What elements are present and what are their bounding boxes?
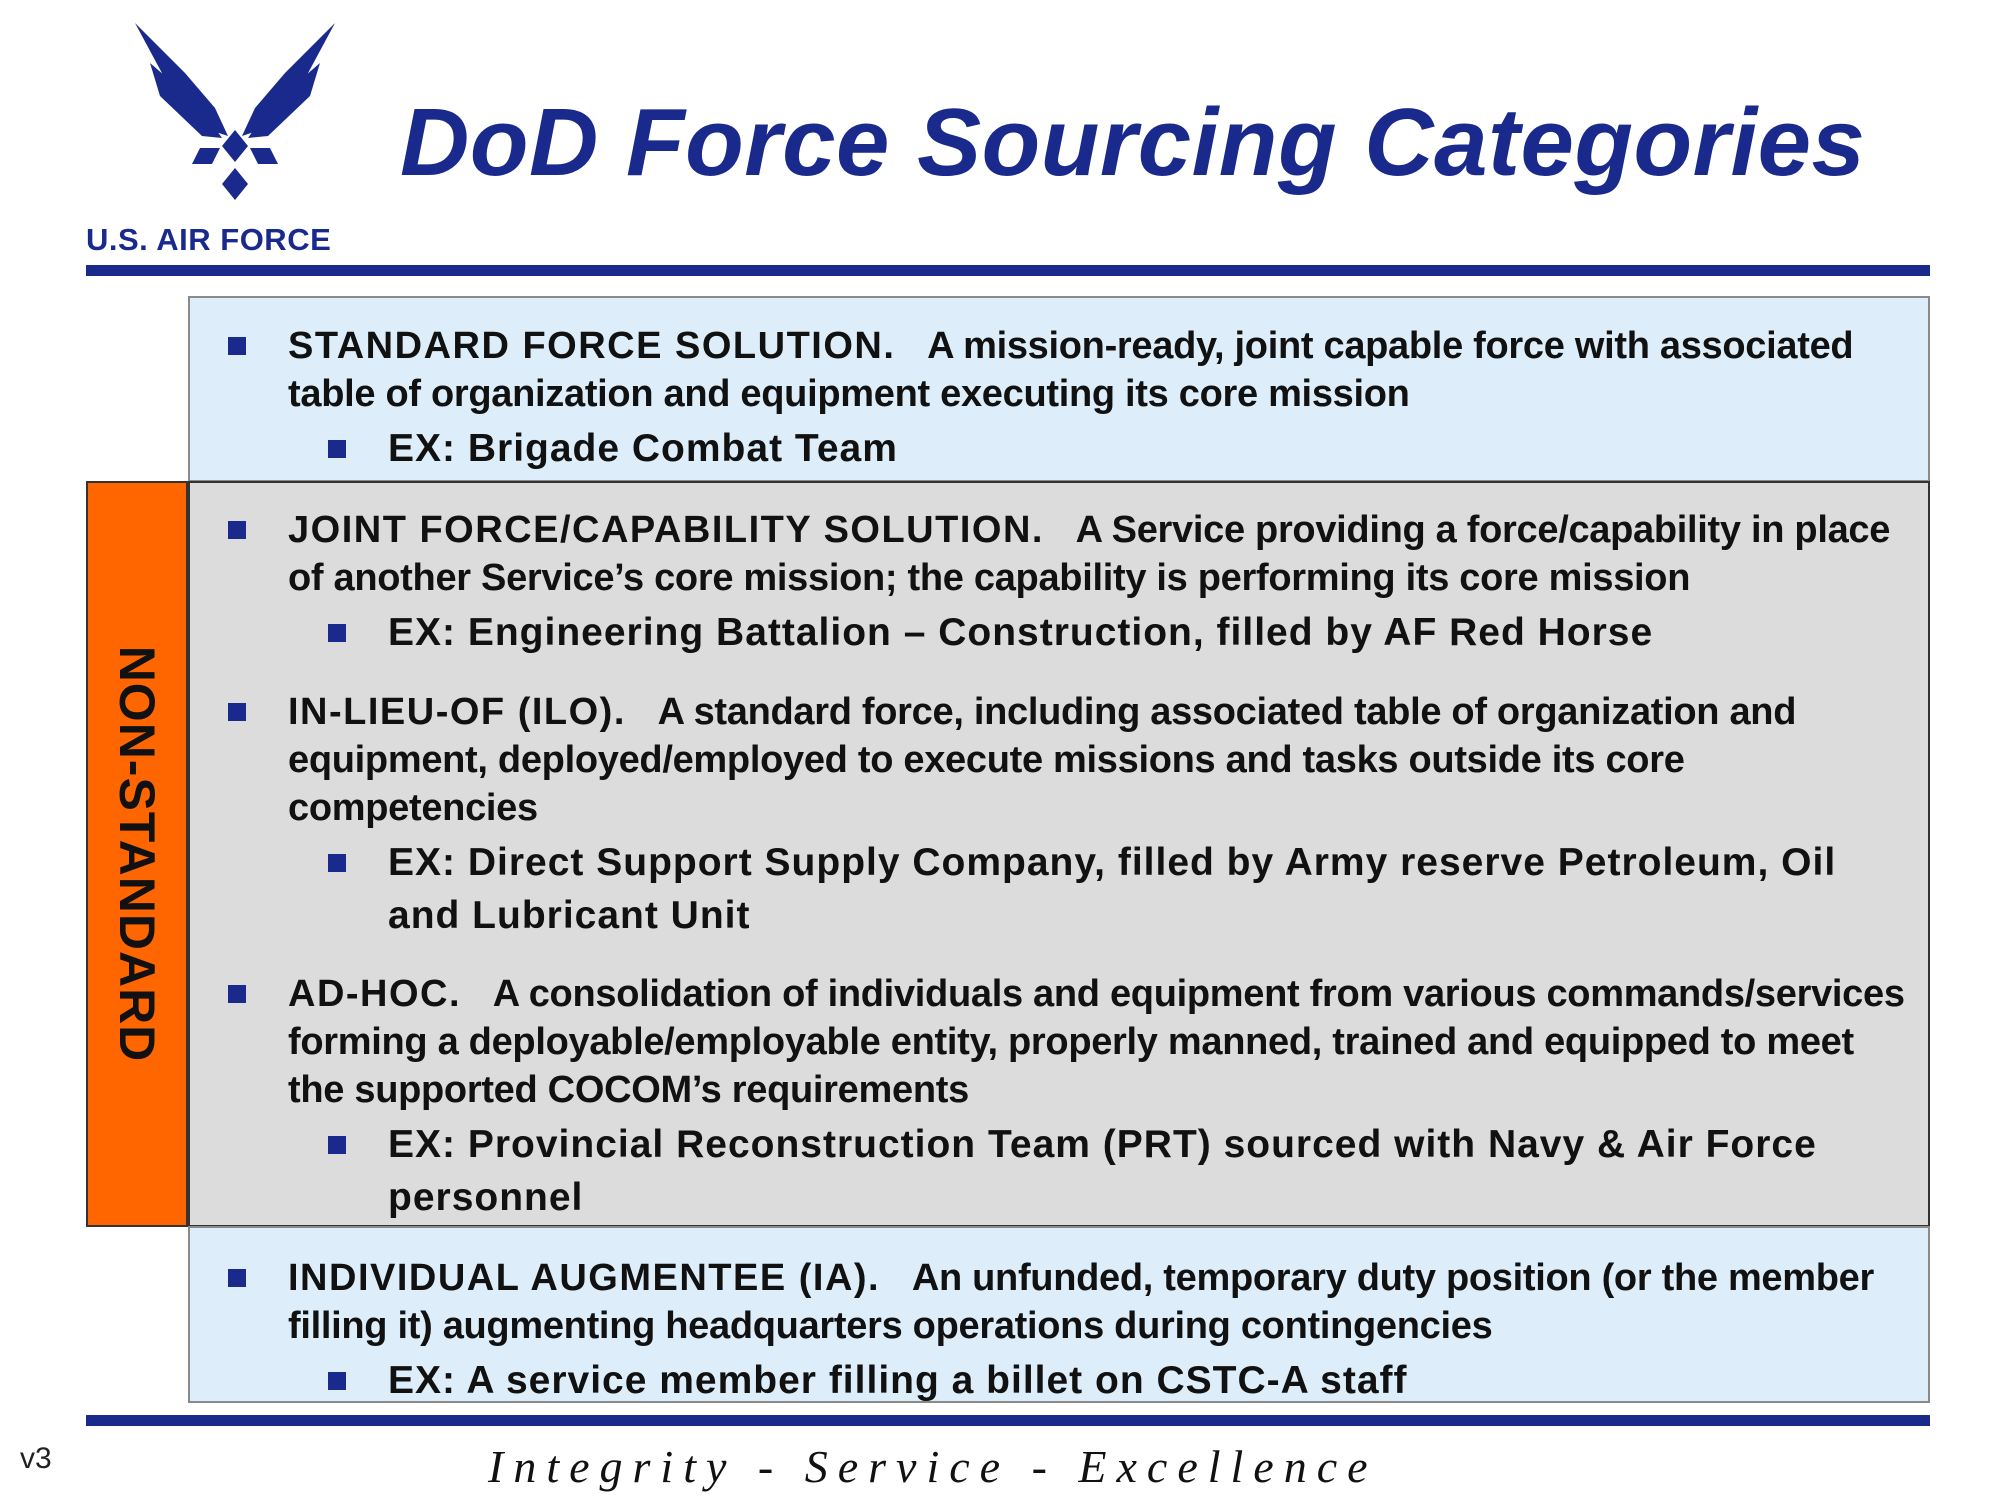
page-title: DoD Force Sourcing Categories [400,89,1866,196]
category-description: An unfunded, temporary duty position (or the member filling it) augmenting headquarters operations during contingencies [288,1257,1874,1347]
category-description: A standard force, including associated table of organization and equipment, deployed/employed to execute missions and tasks outside its core competencies [288,691,1797,829]
category-heading: IN-LIEU-OF (ILO). [288,691,626,733]
non-standard-label: NON-STANDARD [109,645,165,1063]
non-standard-sidebar [86,481,188,1227]
square-bullet-icon [328,440,346,458]
example-text: EX: A service member filling a billet on CSTC-A staff [388,1359,1408,1402]
square-bullet-icon [328,854,346,872]
category-heading: STANDARD FORCE SOLUTION. [288,325,896,367]
top-divider [86,265,1930,276]
category-description: A Service providing a force/capability in place of another Service’s core mission; the capability is performing its core mission [288,509,1891,599]
version-label: v3 [20,1442,52,1475]
category-item [228,970,1913,1224]
category-heading: JOINT FORCE/CAPABILITY SOLUTION. [288,509,1044,551]
category-example [328,836,1913,942]
example-text: EX: Direct Support Supply Company, filled by Army reserve Petroleum, Oil and Lubricant Unit [388,841,1837,937]
category-example [328,1354,1913,1407]
category-description: A mission-ready, joint capable force with associated table of organization and equipment executing its core mission [288,325,1854,415]
bottom-divider [86,1415,1930,1426]
category-item [228,688,1913,942]
footer-motto: Integrity - Service - Excellence [488,1441,1378,1492]
category-description: A consolidation of individuals and equipment from various commands/services forming a deployable/employable entity, properly manned, trained and equipped to meet the supported COCOM’s requirements [288,973,1905,1111]
category-item [228,1254,1913,1407]
square-bullet-icon [228,1269,246,1287]
category-item [228,322,1913,475]
square-bullet-icon [328,624,346,642]
category-item [228,506,1913,659]
square-bullet-icon [228,521,246,539]
logo-wordmark: U.S. AIR FORCE [86,222,332,257]
example-text: EX: Brigade Combat Team [388,427,898,470]
example-text: EX: Provincial Reconstruction Team (PRT) sourced with Navy & Air Force personnel [388,1123,1817,1219]
square-bullet-icon [228,337,246,355]
category-example [328,1118,1913,1224]
square-bullet-icon [328,1372,346,1390]
square-bullet-icon [328,1136,346,1154]
example-text: EX: Engineering Battalion – Construction, filled by AF Red Horse [388,611,1654,654]
category-heading: INDIVIDUAL AUGMENTEE (IA). [288,1257,881,1299]
category-heading: AD-HOC. [288,973,462,1015]
category-example [328,422,1913,475]
square-bullet-icon [228,703,246,721]
category-example [328,606,1913,659]
air-force-wings-logo [130,18,340,203]
square-bullet-icon [228,985,246,1003]
